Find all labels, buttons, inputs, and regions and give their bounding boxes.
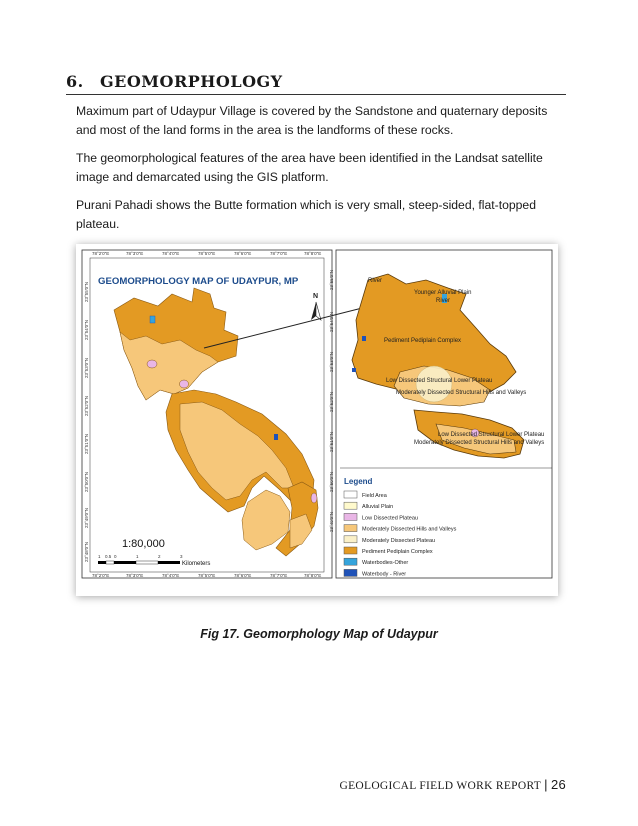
legend-label: Alluvial Plain (362, 504, 394, 511)
left-coord: 23°54'0"N (84, 319, 89, 340)
legend-label: Moderately Dissected Hills and Valleys (362, 526, 457, 533)
section-number: 6. (66, 72, 84, 91)
paragraph-1: Maximum part of Udaypur Village is covered by the Sandstone and quaternary deposits and most of the land forms in the area is the landforms of these rocks. (76, 104, 548, 137)
inset-river (362, 336, 366, 341)
scale-tick: 1 (136, 554, 139, 559)
label-pediment: Pediment Pediplain Complex (384, 338, 462, 344)
label-younger-river: River (436, 298, 451, 304)
section-heading (66, 72, 566, 95)
label-low-dissected-1: Low Dissected Structural Lower Plateau (386, 378, 493, 384)
top-coord: 78°2'0"E (92, 251, 110, 256)
inset-coord: 23°53'0"N (329, 351, 334, 372)
paragraph-3: Purani Pahadi shows the Butte formation which is very small, steep-sided, flat-topped plateau. (76, 198, 536, 231)
inset-river (352, 368, 356, 372)
legend-title: Legend (344, 477, 373, 486)
map-svg (76, 244, 558, 596)
legend-swatch (344, 558, 357, 565)
inset-coord: 23°50'0"N (329, 471, 334, 492)
legend-label: Waterbodies-Other (362, 560, 409, 567)
left-coord: 23°53'0"N (84, 357, 89, 378)
section-title: GEOMORPHOLOGY (100, 72, 283, 91)
inset-coord: 23°52'0"N (329, 391, 334, 412)
left-coord: 23°55'0"N (84, 281, 89, 302)
legend-label: Moderately Dissected Plateau (362, 537, 436, 544)
legend-swatch (344, 502, 357, 509)
legend-label: Field Area (362, 493, 387, 499)
top-coord: 78°5'0"E (198, 251, 216, 256)
left-coord: 23°48'0"N (84, 541, 89, 562)
legend-swatch (344, 536, 357, 543)
waterbody-river (274, 434, 278, 440)
label-moderately-2: Moderately Dissected Structural Hills and Valleys (414, 440, 545, 446)
bottom-coord: 78°3'0"E (126, 573, 144, 578)
label-low-dissected-2: Low Dissected Structural Lower Plateau (438, 432, 545, 438)
bottom-coord: 78°7'0"E (270, 573, 288, 578)
page-number: 26 (550, 777, 566, 792)
scale-tick: 0 (114, 554, 117, 559)
inset-coord: 23°51'0"N (329, 431, 334, 452)
geomorphology-map-figure (76, 244, 558, 596)
left-coord: 23°50'0"N (84, 471, 89, 492)
legend-swatch (344, 513, 357, 520)
bottom-coord: 78°5'0"E (198, 573, 216, 578)
top-coords (92, 251, 321, 256)
inset-coord: 23°55'0"N (329, 269, 334, 290)
top-coord: 78°8'0"E (304, 251, 322, 256)
left-coord: 23°49'0"N (84, 507, 89, 528)
bottom-coords (92, 573, 321, 578)
bottom-coord: 78°2'0"E (92, 573, 110, 578)
bottom-coord: 78°6'0"E (234, 573, 252, 578)
north-label: N (313, 293, 319, 300)
scale-unit: Kilometers (182, 561, 211, 567)
bottom-coord: 78°4'0"E (162, 573, 180, 578)
top-coord: 78°3'0"E (126, 251, 144, 256)
top-coord: 78°6'0"E (234, 251, 252, 256)
scale-tick: 1 (98, 554, 101, 559)
page-footer (339, 777, 566, 792)
footer-text: GEOLOGICAL FIELD WORK REPORT (339, 780, 541, 792)
scale-tick: 0.5 (105, 554, 112, 559)
inset-coord: 23°54'0"N (329, 311, 334, 332)
legend-label: Low Dissected Plateau (362, 515, 418, 522)
figure-caption: Fig 17. Geomorphology Map of Udaypur (200, 627, 438, 641)
low-dissected-patch (180, 380, 189, 388)
top-coord: 78°4'0"E (162, 251, 180, 256)
low-dissected-patch (147, 360, 157, 368)
legend-swatch (344, 491, 357, 498)
legend-label: Pediment Pediplain Complex (362, 549, 433, 555)
top-coord: 78°7'0"E (270, 251, 288, 256)
label-younger-alluvial: Younger Alluvial Plain (414, 290, 472, 296)
paragraph-2: The geomorphological features of the area have been identified in the Landsat satellite image and demarcated using the GIS platform. (76, 151, 543, 184)
scale-text: 1:80,000 (122, 538, 165, 550)
left-coord: 23°51'0"N (84, 433, 89, 454)
field-area-circle (416, 366, 452, 402)
left-coord: 23°52'0"N (84, 395, 89, 416)
map-title: GEOMORPHOLOGY MAP OF UDAYPUR, MP (98, 276, 299, 287)
label-moderately-1: Moderately Dissected Structural Hills and Valleys (396, 390, 527, 396)
waterbody-other (150, 316, 155, 323)
low-dissected-patch (311, 493, 317, 503)
scale-tick: 3 (180, 554, 183, 559)
legend-label: Waterbody - River (362, 571, 407, 578)
inset-coord: 23°49'0"N (329, 511, 334, 532)
bottom-coord: 78°8'0"E (304, 573, 322, 578)
label-river: River (368, 278, 383, 284)
footer-separator: | (544, 777, 548, 792)
legend-swatch (344, 525, 357, 532)
legend-swatch (344, 547, 357, 554)
scale-tick: 2 (158, 554, 161, 559)
legend-swatch (344, 569, 357, 576)
